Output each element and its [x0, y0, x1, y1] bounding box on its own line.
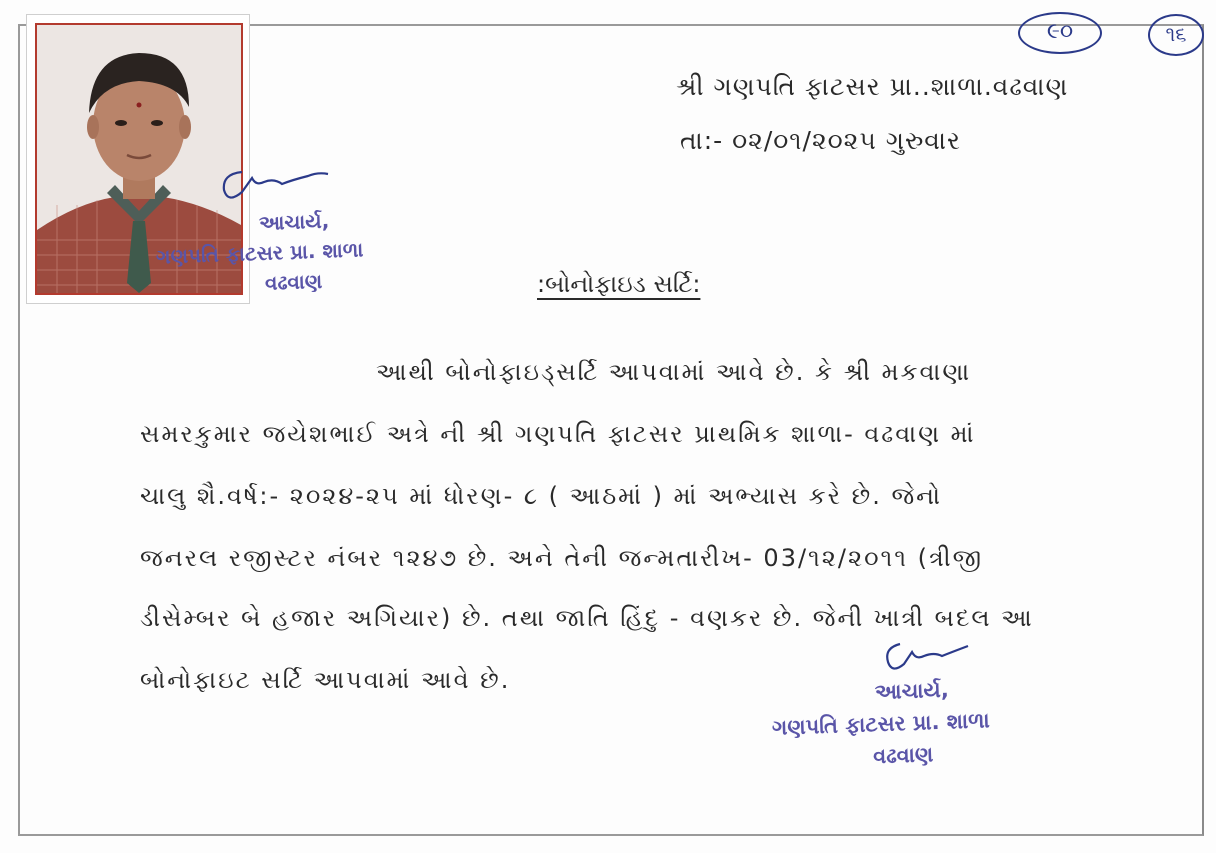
signature-upper [212, 160, 342, 210]
principal-stamp-upper [154, 204, 364, 301]
stamp-upper-school: ગણપતિ ફાટસર પ્રા. શાળા [155, 237, 364, 269]
stamp-lower-school: ગણપતિ ફાટસર પ્રા. શાળા [771, 708, 991, 740]
body-line-3: ચાલુ શૈ.વર્ષ:- ૨૦૨૪-૨૫ માં ધોરણ- ૮ ( આઠમાં ) માં અભ્યાસ કરે છે. જેનો [140, 482, 943, 510]
stamp-lower-place: વઢવાણ [872, 742, 934, 769]
principal-stamp-lower [770, 672, 991, 776]
body-line-6: બોનોફાઇટ સર્ટિ આપવામાં આવે છે. [140, 666, 511, 694]
stamp-lower-title: આચાર્ય, [874, 677, 950, 705]
certificate-title: :બોનોફાઇડ સર્ટિ: [537, 270, 701, 298]
stamp-upper-place: વઢવાણ [264, 268, 323, 295]
page-number-mark: ૯૦ [1018, 12, 1102, 54]
stamp-upper-title: આચાર્ય, [258, 208, 330, 235]
body-line-1: આથી બોનોફાઇડ્સર્ટિ આપવામાં આવે છે. કે શ્રી મકવાણા [376, 358, 972, 386]
body-line-4: જનરલ રજીસ્ટર નંબર ૧૨૪૭ છે. અને તેની જન્મતારીખ- 03/૧૨/૨૦૧૧ (ત્રીજી [140, 544, 984, 572]
body-line-2: સમરકુમાર જયેશભાઈ અત્રે ની શ્રી ગણપતિ ફાટસર પ્રાથમિક શાળા- વઢવાણ માં [140, 420, 976, 448]
serial-number-mark: ૧૬ [1148, 14, 1204, 56]
school-name: શ્રી ગણપતિ ફાટસર પ્રા..શાળા.વઢવાણ [676, 72, 1069, 101]
issue-date: તા:- ૦૨/૦૧/૨૦૨૫ ગુરુવાર [680, 126, 961, 155]
body-line-5: ડીસેમ્બર બે હજાર અગિયાર) છે. તથા જાતિ હિંદુ - વણકર છે. જેની ખાત્રી બદલ આ [140, 604, 1034, 632]
